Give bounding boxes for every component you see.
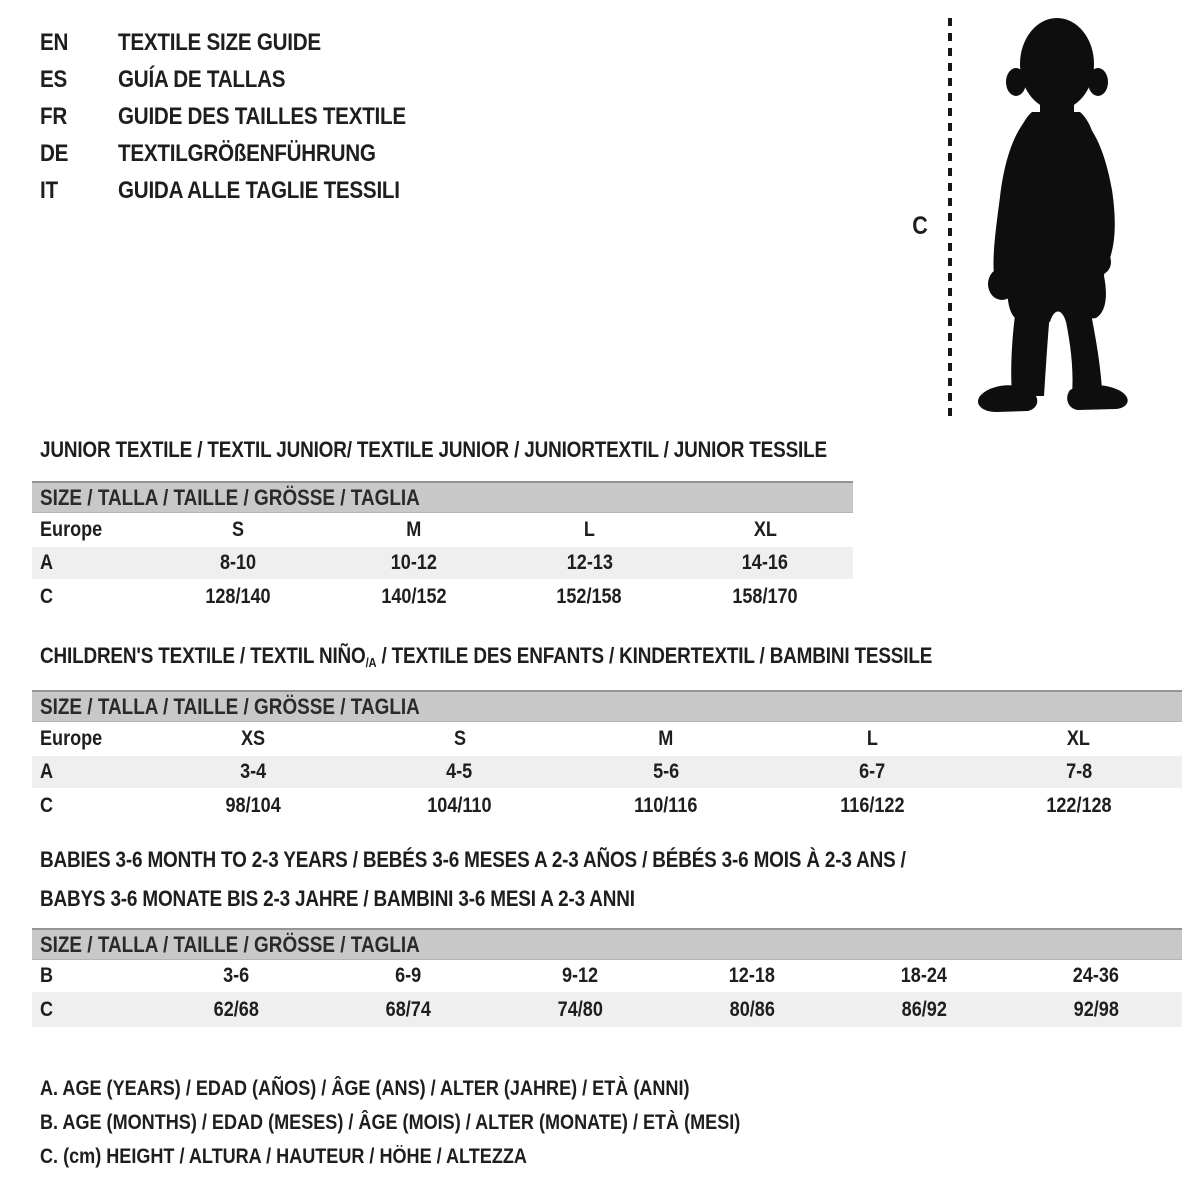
language-title: GUIDA ALLE TAGLIE TESSILI — [118, 176, 400, 204]
legend-line-a — [40, 1072, 854, 1106]
size-cell — [976, 727, 1182, 751]
size-cell-text: 128/140 — [205, 584, 271, 608]
children-title-part2: / TEXTILE DES ENFANTS / KINDERTEXTIL / BAMBINI TESSILE — [376, 643, 933, 668]
legend-line-c-text: C. (cm) HEIGHT / ALTURA / HAUTEUR / HÖHE / ALTEZZA — [40, 1145, 527, 1168]
size-cell-text: 4-5 — [446, 760, 473, 783]
language-code-text: ES — [40, 65, 68, 93]
size-cell-text: 110/116 — [634, 793, 698, 817]
row-label-text: A — [40, 551, 54, 574]
size-cell-text: 116/122 — [840, 793, 905, 817]
language-code — [40, 177, 118, 205]
measure-legend — [40, 1072, 854, 1174]
size-cell — [150, 727, 356, 751]
table-row-height — [32, 579, 853, 614]
size-cell — [666, 998, 838, 1022]
size-cell — [769, 727, 975, 751]
language-row-it — [40, 172, 453, 209]
size-cell — [150, 998, 322, 1022]
table-row-height — [32, 788, 1182, 823]
language-row-fr — [40, 98, 453, 135]
size-cell-text: 104/110 — [427, 793, 492, 817]
size-cell-text: L — [866, 727, 878, 750]
row-label-cell — [32, 518, 150, 542]
size-cell — [150, 551, 326, 575]
language-title: TEXTILGRÖßENFÜHRUNG — [118, 139, 376, 167]
size-cell-text: 74/80 — [557, 997, 603, 1021]
size-header-bar — [32, 481, 853, 513]
language-code-text: FR — [40, 102, 68, 130]
size-cell — [322, 998, 494, 1022]
height-measure-label — [911, 212, 929, 241]
language-code — [40, 29, 118, 57]
size-cell — [1010, 998, 1182, 1022]
size-cell-text: 12-13 — [566, 551, 613, 574]
size-cell-text: 122/128 — [1046, 793, 1112, 817]
size-cell — [356, 794, 562, 818]
size-cell — [677, 551, 853, 575]
size-cell — [838, 998, 1010, 1022]
size-cell — [563, 727, 769, 751]
size-cell-text: 24-36 — [1072, 964, 1120, 987]
size-cell-text: 5-6 — [652, 760, 680, 783]
size-cell-text: XS — [241, 727, 266, 750]
babies-section-title-line2-text: BABYS 3-6 MONATE BIS 2-3 JAHRE / BAMBINI 3-6 MESI A 2-3 ANNI — [40, 886, 635, 911]
size-cell-text: M — [406, 518, 422, 541]
size-cell-text: 80/86 — [729, 997, 775, 1021]
size-cell-text: M — [658, 727, 674, 750]
size-cell-text: XL — [753, 518, 777, 541]
size-cell-text: XL — [1067, 727, 1091, 750]
size-cell — [356, 727, 562, 751]
size-cell-text: 86/92 — [901, 997, 947, 1021]
language-row-en — [40, 24, 453, 61]
size-header-bar — [32, 690, 1182, 722]
height-measure-label-text: C — [912, 212, 928, 240]
size-cell-text: 9-12 — [561, 964, 599, 987]
row-label-text: Europe — [40, 727, 103, 750]
size-cell-text: S — [231, 518, 244, 541]
language-title: GUÍA DE TALLAS — [118, 65, 286, 93]
row-label-text: C — [40, 793, 54, 817]
size-cell — [150, 585, 326, 609]
size-header-label: SIZE / TALLA / TAILLE / GRÖSSE / TAGLIA — [40, 484, 420, 510]
language-code — [40, 66, 118, 94]
size-header-label: SIZE / TALLA / TAILLE / GRÖSSE / TAGLIA — [40, 693, 420, 719]
babies-section-title-line1 — [40, 847, 1047, 873]
language-row-de — [40, 135, 453, 172]
size-cell — [976, 794, 1182, 818]
junior-section-title-text: JUNIOR TEXTILE / TEXTIL JUNIOR/ TEXTILE JUNIOR / JUNIORTEXTIL / JUNIOR TESSILE — [40, 437, 827, 462]
size-cell — [677, 585, 853, 609]
children-section-title — [40, 643, 1077, 670]
size-header-bar — [32, 928, 1182, 960]
row-label-cell — [32, 794, 150, 818]
size-cell — [502, 585, 678, 609]
size-cell-text: 10-12 — [390, 551, 437, 574]
size-cell — [150, 518, 326, 542]
size-cell-text: 14-16 — [742, 551, 789, 574]
size-cell — [150, 964, 322, 988]
size-cell-text: 7-8 — [1065, 760, 1092, 783]
language-code — [40, 103, 118, 131]
language-code — [40, 140, 118, 168]
table-row-height — [32, 992, 1182, 1027]
language-title: TEXTILE SIZE GUIDE — [118, 28, 321, 56]
size-cell — [563, 794, 769, 818]
table-row-europe — [32, 513, 853, 547]
children-title-subscript: /A — [365, 655, 377, 670]
size-cell — [494, 998, 666, 1022]
babies-section-title-line2 — [40, 886, 732, 912]
size-cell-text: L — [583, 518, 595, 541]
language-title-list — [40, 24, 453, 209]
size-cell — [1010, 964, 1182, 988]
row-label-cell — [32, 551, 150, 575]
size-cell-text: 12-18 — [728, 964, 776, 987]
height-dashed-line — [948, 18, 952, 416]
row-label-text: C — [40, 997, 54, 1021]
size-cell — [150, 794, 356, 818]
size-cell — [838, 964, 1010, 988]
size-cell — [769, 760, 975, 784]
size-cell — [326, 585, 502, 609]
children-size-table — [32, 690, 1182, 823]
row-label-cell — [32, 964, 150, 988]
toddler-silhouette-icon — [966, 12, 1142, 416]
table-row-europe — [32, 722, 1182, 756]
size-header-label: SIZE / TALLA / TAILLE / GRÖSSE / TAGLIA — [40, 931, 420, 957]
size-cell — [494, 964, 666, 988]
size-cell — [502, 518, 678, 542]
row-label-text: B — [40, 964, 54, 987]
size-cell-text: 152/158 — [556, 584, 623, 608]
size-cell-text: 6-7 — [859, 760, 886, 783]
language-code-text: IT — [40, 176, 58, 204]
legend-line-c — [40, 1140, 854, 1174]
size-cell-text: 140/152 — [380, 584, 447, 608]
size-cell-text: 8-10 — [219, 551, 256, 574]
table-row-age — [32, 547, 853, 579]
size-cell — [326, 518, 502, 542]
size-cell-text: 62/68 — [213, 997, 259, 1021]
size-cell-text: 18-24 — [900, 964, 948, 987]
children-section-title-text — [40, 643, 932, 670]
size-cell — [677, 518, 853, 542]
size-cell-text: 68/74 — [385, 997, 431, 1021]
size-cell — [666, 964, 838, 988]
row-label-cell — [32, 727, 150, 751]
size-cell — [769, 794, 975, 818]
size-cell — [563, 760, 769, 784]
size-cell — [356, 760, 562, 784]
language-code-text: EN — [40, 28, 69, 56]
row-label-cell — [32, 998, 150, 1022]
language-title: GUIDE DES TAILLES TEXTILE — [118, 102, 406, 130]
row-label-text: C — [40, 584, 54, 608]
language-code-text: DE — [40, 139, 69, 167]
size-cell-text: 3-6 — [222, 964, 250, 987]
row-label-text: A — [40, 760, 54, 783]
size-cell-text: S — [453, 727, 466, 750]
table-row-months — [32, 960, 1182, 992]
babies-section-title-line1-text: BABIES 3-6 MONTH TO 2-3 YEARS / BEBÉS 3-6 MESES A 2-3 AÑOS / BÉBÉS 3-6 MOIS À 2-3 ANS / — [40, 847, 906, 872]
legend-line-b — [40, 1106, 854, 1140]
children-title-part1: CHILDREN'S TEXTILE / TEXTIL NIÑO — [40, 643, 366, 668]
size-cell — [976, 760, 1182, 784]
size-cell-text: 158/170 — [732, 584, 798, 608]
size-cell — [326, 551, 502, 575]
babies-size-table — [32, 928, 1182, 1027]
size-cell — [322, 964, 494, 988]
legend-line-a-text: A. AGE (YEARS) / EDAD (AÑOS) / ÂGE (ANS) / ALTER (JAHRE) / ETÀ (ANNI) — [40, 1077, 690, 1100]
table-row-age — [32, 756, 1182, 788]
language-row-es — [40, 61, 453, 98]
junior-section-title — [40, 437, 955, 463]
size-cell-text: 98/104 — [225, 793, 281, 817]
junior-size-table — [32, 481, 853, 614]
size-cell-text: 92/98 — [1073, 997, 1119, 1021]
row-label-cell — [32, 760, 150, 784]
size-cell — [150, 760, 356, 784]
legend-line-b-text: B. AGE (MONTHS) / EDAD (MESES) / ÂGE (MOIS) / ALTER (MONATE) / ETÀ (MESI) — [40, 1111, 741, 1134]
size-cell — [502, 551, 678, 575]
size-cell-text: 3-4 — [240, 760, 267, 783]
row-label-text: Europe — [40, 518, 103, 541]
size-cell-text: 6-9 — [394, 964, 422, 987]
row-label-cell — [32, 585, 150, 609]
